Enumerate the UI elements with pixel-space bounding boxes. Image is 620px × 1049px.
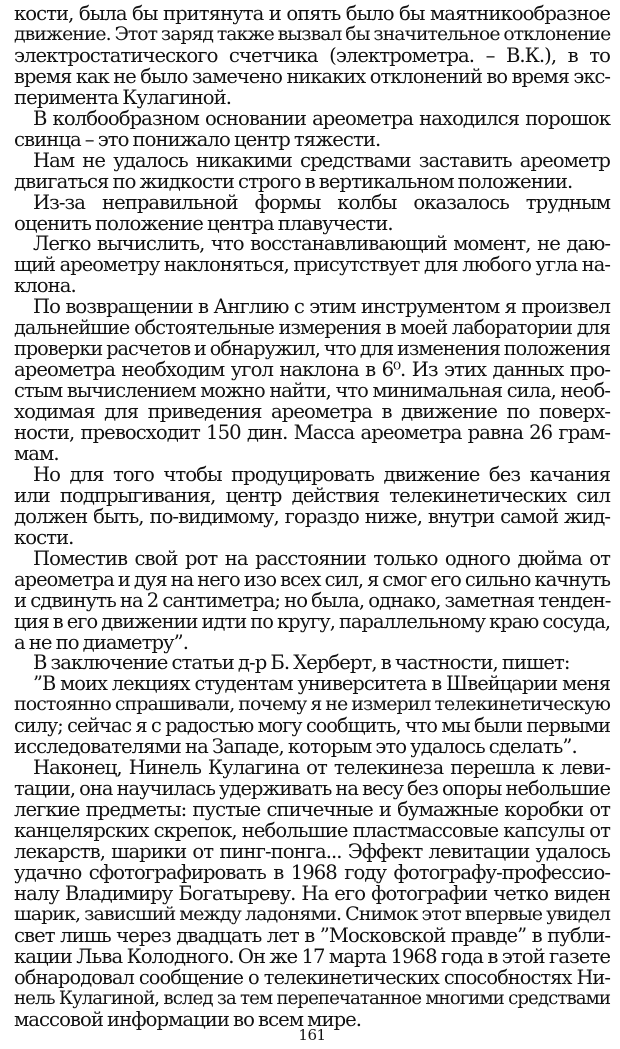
text-line: ности, превосходит 150 дин. Масса ареометра равна 26 грам- [14, 421, 610, 444]
text-line: проверки расчетов и обнаружил, что для изменения положения [14, 337, 611, 361]
text-line: свинца – это понижало центр тяжести. [14, 127, 381, 151]
text-line: стым вычислением можно найти, что минимальная сила, необ- [14, 379, 610, 403]
text-line: свет лишь через двадцать лет в ”Московской правде” в публи- [14, 923, 610, 947]
text-line: тации, она научилась удерживать на весу без опоры небольшие [14, 777, 610, 801]
text-line: а не по диаметру”. [14, 630, 188, 654]
text-line: силу; сейчас я с радостью могу сообщить, что мы были первыми [14, 714, 610, 738]
page-number: 161 [298, 1026, 326, 1044]
text-line: оценить положение центра плавучести. [14, 211, 393, 235]
text-line: двигаться по жидкости строго в вертикальном положении. [14, 169, 573, 193]
text-line: удачно сфотографировать в 1968 году фотографу-профессио- [14, 860, 610, 884]
text-line: ”В моих лекциях студентам университета в Швейцарии меня [33, 672, 610, 696]
text-line: мам. [14, 441, 59, 465]
text-line: ция в его движении идти по кругу, параллельному краю сосуда, [14, 609, 611, 633]
text-line: налу Владимиру Богатыреву. На его фотографии четко виден [14, 881, 610, 905]
text-line: обнародовал сообщение о телекинетических способностях Ни- [14, 965, 610, 989]
text-line: дальнейшие обстоятельные измерения в моей лаборатории для [14, 316, 610, 340]
text-line: перимента Кулагиной. [14, 85, 231, 109]
text-line: Поместив свой рот на расстоянии только одного дюйма от [33, 546, 610, 570]
text-line: ходимая для приведения ареометра в движение по поверх- [14, 400, 610, 424]
text-line: постоянно спрашивали, почему я не измерил телекинетическую [14, 693, 610, 716]
text-line: кации Льва Колодного. Он же 17 марта 1968 года в этой газете [14, 944, 610, 968]
text-line: легкие предметы: пустые спичечные и бумажные коробки от [14, 798, 610, 822]
text-line: движение. Этот заряд также вызвал бы значительное отклонение [14, 23, 611, 45]
text-line: щий ареометру наклоняться, присутствует для любого угла на- [14, 253, 610, 277]
text-line: или подпрыгивания, центр действия телекинетических сил [14, 483, 610, 507]
text-line: кости, была бы притянута и опять было бы маятникообразное [14, 2, 610, 25]
text-line: ареометра и дуя на него изо всех сил, я смог его сильно качнуть [14, 567, 610, 591]
text-line: ареометра необходим угол наклона в 6⁰. Из этих данных про- [14, 358, 610, 382]
text-line: Легко вычислить, что восстанавливающий момент, не даю- [33, 232, 610, 256]
text-line: и сдвинуть на 2 сантиметра; но была, однако, заметная тенден- [14, 588, 611, 612]
text-line: Наконец, Нинель Кулагина от телекинеза перешла к леви- [33, 756, 610, 780]
text-line: По возвращении в Англию с этим инструментом я произвел [33, 295, 610, 319]
text-line: Нам не удалось никакими средствами заставить ареометр [33, 148, 610, 172]
text-line: электростатического счетчика (электрометра. – В.К.), в то [14, 43, 610, 67]
text-line: массовой информации во всем мире. [14, 1007, 362, 1031]
text-line: исследователями на Западе, которым это удалось сделать”. [14, 735, 577, 759]
text-line: клона. [14, 274, 76, 298]
text-line: Но для того чтобы продуцировать движение без качания [33, 462, 610, 486]
text-line: Из-за неправильной формы колбы оказалось трудным [33, 190, 610, 214]
text-line: В заключение статьи д-р Б. Херберт, в частности, пишет: [33, 651, 570, 675]
text-line: кости. [14, 525, 74, 549]
text-line: нель Кулагиной, вслед за тем перепечатанное многими средствами [14, 987, 610, 1009]
text-line: время как не было замечено никаких отклонений во время экс- [14, 64, 610, 88]
book-page [14, 2, 610, 1042]
text-line: В колбообразном основании ареометра находился порошок [33, 106, 610, 130]
text-line: канцелярских скрепок, небольшие пластмассовые капсулы от [14, 819, 610, 843]
text-line: шарик, зависший между ладонями. Снимок этот впервые увидел [14, 902, 610, 925]
text-line: должен быть, по-видимому, гораздо ниже, внутри самой жид- [14, 504, 610, 528]
text-line: лекарств, шарики от пинг-понга... Эффект левитации удалось [14, 840, 610, 863]
